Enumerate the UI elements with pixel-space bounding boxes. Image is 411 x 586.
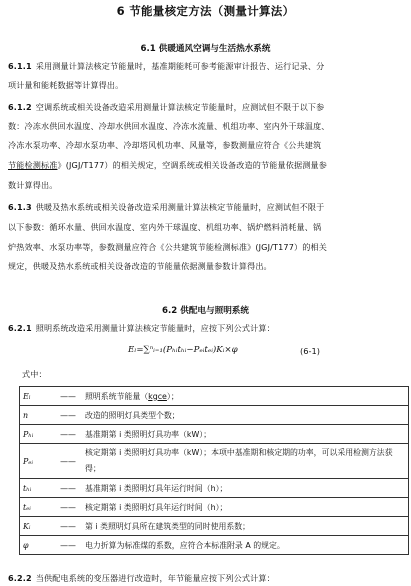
clause-6-1-2-line2: 数：冷冻水供回水温度、冷却水供回水温度、冷冻水流量、机组功率、室内外干球温度、 <box>8 121 330 131</box>
variable-description <box>82 387 409 406</box>
clause-6-1-3-line4: 规定，供暖及热水系统或相关设备改造的节能量依据测量参数计算得出。 <box>8 261 272 271</box>
clause-number: 6.1.3 <box>8 202 32 212</box>
variable-row <box>20 479 409 498</box>
variable-row <box>20 387 409 406</box>
variable-row <box>20 425 409 444</box>
variable-dash: —— <box>54 479 82 498</box>
description-text: 基准期第 i 类照明灯具年运行时间（h）； <box>85 483 228 493</box>
variable-symbol: Kᵢ <box>20 517 55 536</box>
description-text: 核定期第 i 类照明灯具年运行时间（h）； <box>85 502 228 512</box>
clause-6-2-2-line1 <box>8 573 275 584</box>
clause-6-1-1-line1 <box>8 61 324 72</box>
variable-description <box>82 498 409 517</box>
variable-description <box>82 425 409 444</box>
variable-dash: —— <box>54 444 82 479</box>
clause-text: 采用测量计算法核定节能量时，基准期能耗可参考能源审计报告、运行记录、分 <box>35 61 325 71</box>
clause-6-1-3-line1 <box>8 202 324 213</box>
clause-text: 空调系统或相关设备改造采用测量计算法核定节能量时，应测试但不限于以下参 <box>35 102 325 112</box>
clause-number: 6.1.1 <box>8 61 32 71</box>
clause-6-1-2-line1 <box>8 102 324 113</box>
clause-6-1-3-line2: 以下参数：循环水量、供回水温度、室内外干球温度、机组功率、锅炉燃料消耗量、锅 <box>8 222 322 232</box>
variable-description <box>82 536 409 555</box>
variable-dash: —— <box>54 406 82 425</box>
variable-dash: —— <box>54 425 82 444</box>
variable-symbol: Pₕᵢ <box>20 425 55 444</box>
clause-6-1-1-line2: 项计量和能耗数据等计算得出。 <box>8 80 124 90</box>
page-title: 6 节能量核定方法（测量计算法） <box>116 4 295 18</box>
variable-row <box>20 406 409 425</box>
variable-symbol: tₕᵢ <box>20 479 55 498</box>
clause-6-1-2-line5: 数计算得出。 <box>8 180 58 190</box>
description-text: 照明系统节能量（ <box>85 391 149 401</box>
description-text: 第 i 类照明灯具所在建筑类型的同时使用系数； <box>85 521 251 531</box>
variable-description <box>82 517 409 536</box>
variable-symbol: n <box>20 406 55 425</box>
variable-row <box>20 536 409 555</box>
variable-table <box>19 386 409 555</box>
clause-6-1-3-line3: 炉热效率、水泵功率等，参数测量应符合《公共建筑节能检测标准》(JGJ/T177）的相关 <box>8 242 327 252</box>
variable-symbol: Pₑᵢ <box>20 444 55 479</box>
section-heading-6-1: 6.1 供暖通风空调与生活热水系统 <box>140 44 271 54</box>
clause-number: 6.2.2 <box>8 573 32 583</box>
clause-number: 6.1.2 <box>8 102 32 112</box>
variable-row <box>20 517 409 536</box>
description-text: 电力折算为标准煤的系数，应符合本标准附录 A 的规定。 <box>85 540 285 550</box>
variable-symbol: φ <box>20 536 55 555</box>
description-unit: kgce <box>148 391 167 401</box>
description-text-end: ）； <box>166 391 179 401</box>
clause-6-1-2-line4 <box>8 160 327 171</box>
variable-description <box>82 479 409 498</box>
clause-number: 6.2.1 <box>8 323 32 333</box>
variable-description <box>82 444 409 479</box>
clause-text: 》(JGJ/T177）的相关规定，空调系统或相关设备改造的节能量依据测量参 <box>57 160 327 170</box>
variable-symbol: tₑᵢ <box>20 498 55 517</box>
variable-dash: —— <box>54 517 82 536</box>
clause-text: 当供配电系统的变压器进行改造时，年节能量应按下列公式计算： <box>35 573 275 583</box>
variable-row <box>20 444 409 479</box>
description-text: 改造的照明灯具类型个数； <box>85 410 180 420</box>
variable-dash: —— <box>54 387 82 406</box>
clause-text: 供暖及热水系统或相关设备改造采用测量计算法核定节能量时，应测试但不限于 <box>35 202 325 212</box>
variable-row <box>20 498 409 517</box>
variable-description <box>82 406 409 425</box>
section-heading-6-2: 6.2 供配电与照明系统 <box>162 306 249 316</box>
description-text: 核定期第 i 类照明灯具功率（kW）；本项中基准期和核定期的功率，可以采用检测方法获得； <box>85 448 393 473</box>
formula-number: (6-1) <box>300 346 321 356</box>
clause-text: 照明系统改造采用测量计算法核定节能量时，应按下列公式计算： <box>35 323 275 333</box>
description-text: 基准期第 i 类照明灯具功率（kW）； <box>85 429 212 439</box>
formula-6-1: Eₗ=∑ⁿᵢ₌₁(Pₕᵢtₕᵢ−Pₑᵢtₑᵢ)Kᵢ×φ <box>128 345 238 355</box>
variable-symbol: Eₗ <box>20 387 55 406</box>
clause-6-1-2-line3: 冷冻水泵功率、冷却水泵功率、冷却塔风机功率、风量等，参数测量应符合《公共建筑 <box>8 140 322 150</box>
clause-6-2-1-line1 <box>8 323 275 334</box>
variable-dash: —— <box>54 498 82 517</box>
variable-dash: —— <box>54 536 82 555</box>
where-label: 式中： <box>22 369 47 379</box>
standard-name: 节能检测标准 <box>8 160 58 170</box>
